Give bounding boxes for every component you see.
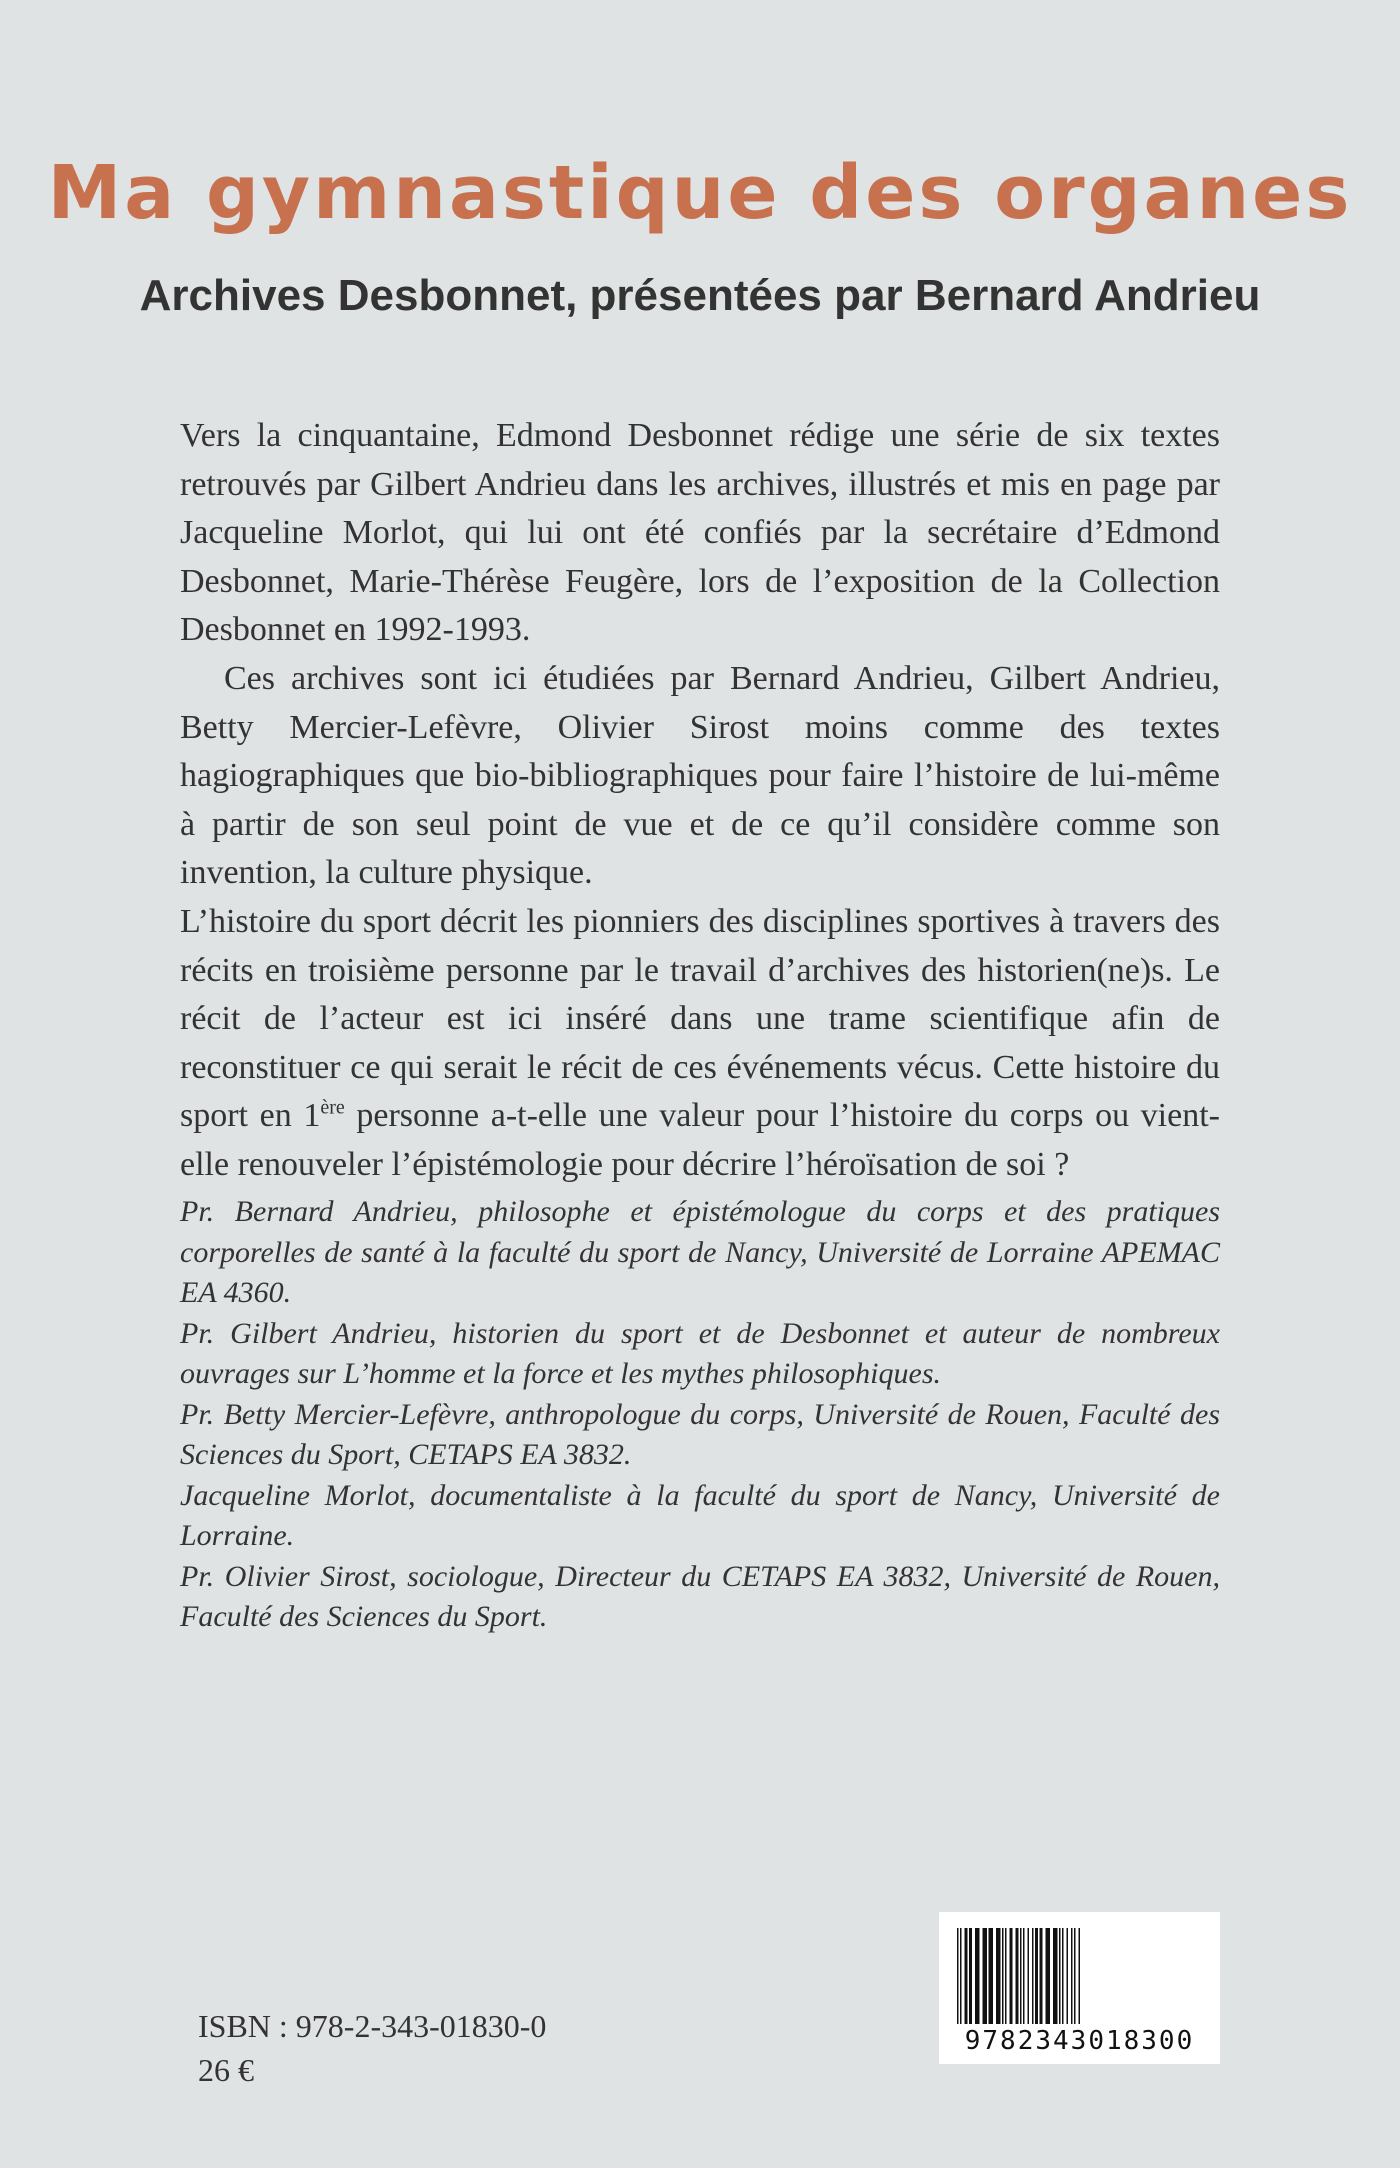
barcode-bar [1079, 1928, 1081, 2024]
barcode-bar [1016, 1928, 1019, 2024]
blurb-paragraph-3 [180, 898, 1220, 1190]
book-title: Ma gymnastique des organes [47, 150, 1353, 236]
barcode-bar [969, 1928, 972, 2024]
barcode-bar [1040, 1928, 1043, 2024]
barcode-bar [1010, 1928, 1013, 2024]
book-subtitle: Archives Desbonnet, présentées par Bernard Andrieu [139, 271, 1261, 320]
barcode-bar [1032, 1928, 1034, 2024]
barcode-bar [957, 1928, 959, 2024]
isbn: ISBN : 978-2-343-01830-0 [198, 2008, 547, 2044]
barcode-bar [975, 1928, 980, 2024]
barcode-bar [965, 1928, 968, 2024]
blurb-paragraph-3-start: L’histoire du sport décrit les pionniers des disciplines sportives à travers des récits en troisième personne par le travail d’archives des historien(ne)s. Le récit de l’acteur est ici inséré dans une trame scientifique afin de reconstituer ce qui serait le récit de ces événements vécus. Cette histoire du sport en 1 [180, 902, 1220, 1135]
price: 26 € [198, 2052, 254, 2088]
barcode-bars [955, 1928, 1204, 2026]
barcode-bar [989, 1928, 994, 2024]
barcode-bar [1020, 1928, 1022, 2024]
author-bio: Pr. Gilbert Andrieu, historien du sport et de Desbonnet et auteur de nombreux ouvrages sur L’homme et la force et les mythes philosophiques. [180, 1316, 1220, 1390]
barcode-bar [1028, 1928, 1030, 2024]
blurb [180, 412, 1220, 1190]
author-bios [180, 1192, 1220, 1638]
author-bio: Pr. Bernard Andrieu, philosophe et épistémologue du corps et des pratiques corporelles de santé à la faculté du sport de Nancy, Université de Lorraine APEMAC EA 4360. [180, 1195, 1220, 1309]
barcode-bar [1062, 1928, 1064, 2024]
barcode-bar [1035, 1928, 1038, 2024]
superscript-ere: ère [320, 1096, 345, 1119]
barcode-bar [1067, 1928, 1069, 2024]
barcode-bar [1046, 1928, 1051, 2024]
barcode-bar [1002, 1928, 1004, 2024]
blurb-paragraph-2: Ces archives sont ici étudiées par Bernard Andrieu, Gilbert Andrieu, Betty Mercier-Lefèvre, Olivier Sirost moins comme des textes hagiographiques que bio-bibliographiques pour faire l’histoire de lui-même à partir de son seul point de vue et de ce qu’il considère comme son invention, la culture physique. [180, 659, 1220, 892]
barcode-bar [1023, 1928, 1025, 2024]
author-bio: Pr. Betty Mercier-Lefèvre, anthropologue du corps, Université de Rouen, Faculté des Sciences du Sport, CETAPS EA 3832. [180, 1397, 1220, 1471]
blurb-paragraph-1: Vers la cinquantaine, Edmond Desbonnet rédige une série de six textes retrouvés par Gilbert Andrieu dans les archives, illustrés et mis en page par Jacqueline Morlot, qui lui ont été confiés par la secrétaire d’Edmond Desbonnet, Marie-Thérèse Feugère, lors de l’exposition de la Collection Desbonnet en 1992-1993. [180, 417, 1220, 649]
barcode-bar [996, 1928, 1001, 2024]
author-bio: Jacqueline Morlot, documentaliste à la faculté du sport de Nancy, Université de Lorraine. [180, 1478, 1220, 1552]
author-bio: Pr. Olivier Sirost, sociologue, Directeur du CETAPS EA 3832, Université de Rouen, Faculté des Sciences du Sport. [180, 1559, 1220, 1633]
barcode-digits: 9782343018300 [964, 2026, 1195, 2056]
barcode-bar [1005, 1928, 1007, 2024]
barcode-bar [1071, 1928, 1073, 2024]
barcode-bar [1074, 1928, 1076, 2024]
barcode [939, 1912, 1220, 2064]
blurb-paragraph-3-end: personne a-t-elle une valeur pour l’histoire du corps ou vient-elle renouveler l’épistémologie pour décrire l’héroïsation de soi ? [180, 1097, 1220, 1183]
barcode-bar [960, 1928, 962, 2024]
barcode-bar [1059, 1928, 1061, 2024]
barcode-bar [983, 1928, 988, 2024]
barcode-bar [1053, 1928, 1058, 2024]
